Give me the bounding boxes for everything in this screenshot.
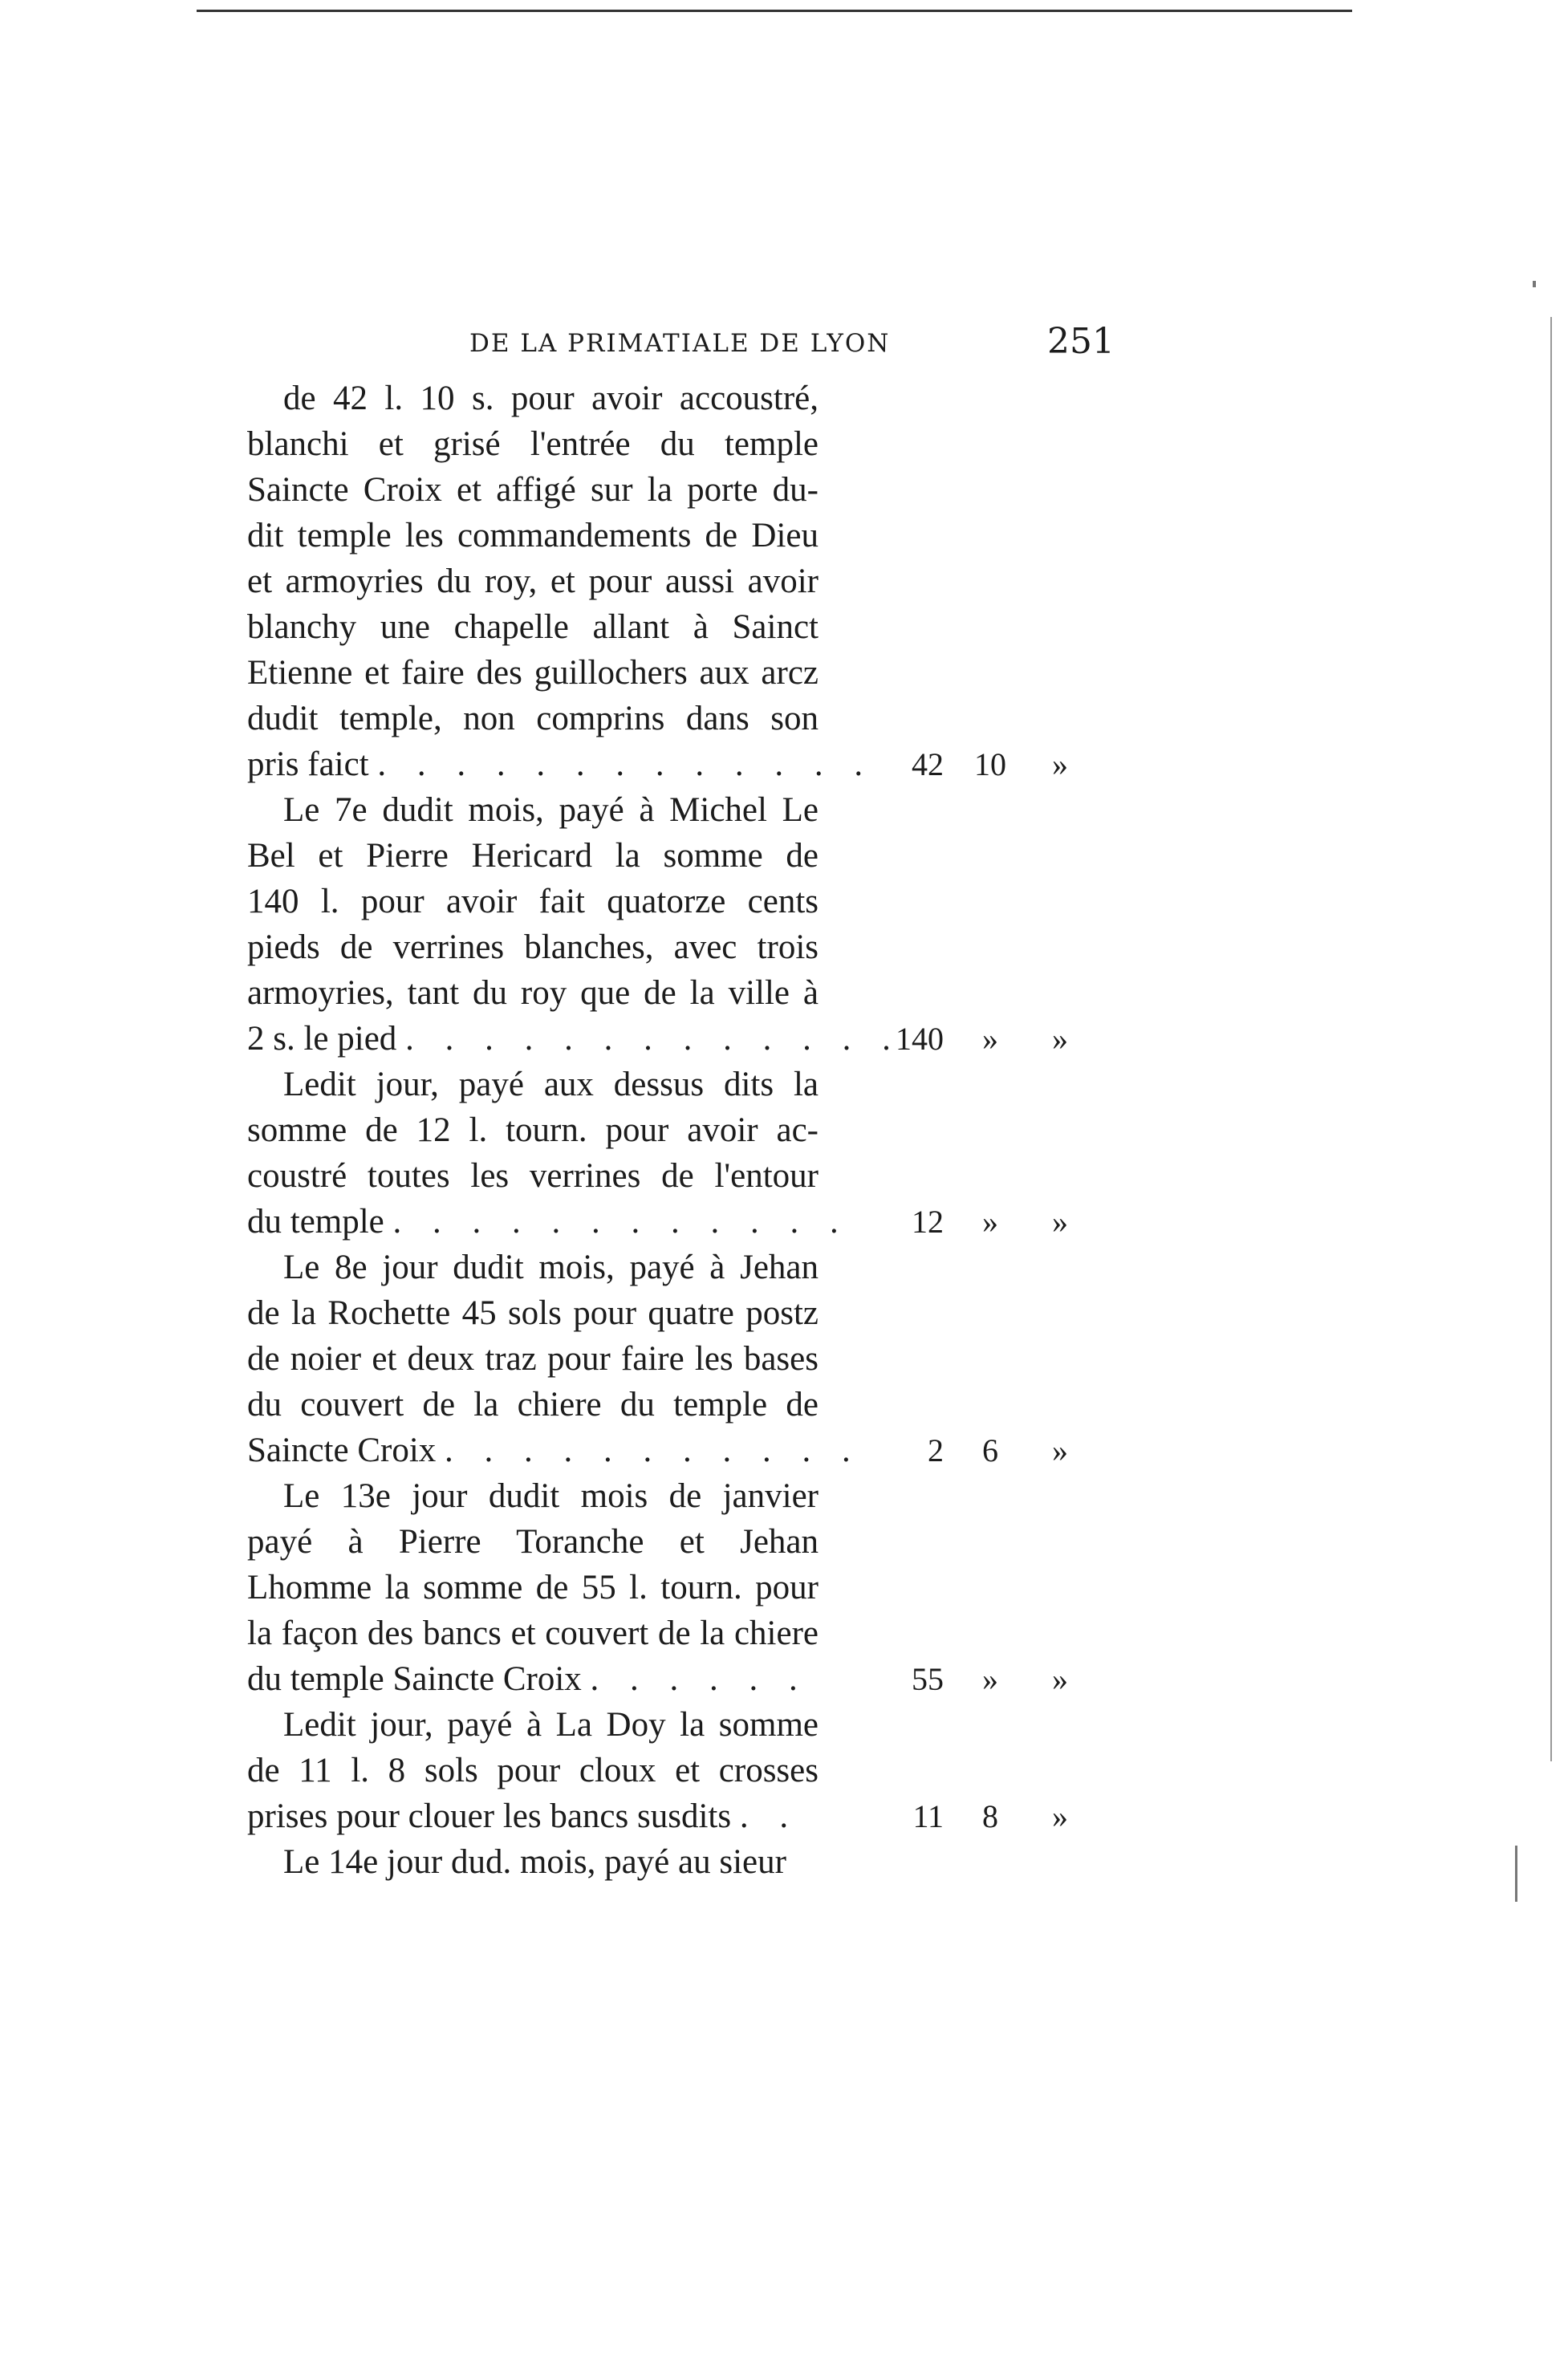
entry-total-line	[247, 1016, 1098, 1062]
entry-line: Le 14e jour dud. mois, payé au sieur	[283, 1843, 786, 1881]
amount-sols: »	[982, 1021, 998, 1057]
entry-line: Etienne et faire des guillochers aux arcz	[247, 654, 819, 692]
account-entry	[247, 1473, 1098, 1702]
entry-line: de 42 l. 10 s. pour avoir accoustré,	[283, 380, 819, 417]
amount-sols: 8	[982, 1798, 998, 1834]
edge-mark	[1533, 281, 1536, 287]
entry-line: Le 8e jour dudit mois, payé à Jehan	[283, 1249, 819, 1286]
edge-mark	[1550, 317, 1552, 1761]
entry-total-line	[247, 1199, 1098, 1245]
entry-total-text	[247, 1793, 819, 1839]
amount	[819, 1199, 1098, 1245]
amount-deniers: »	[1052, 1204, 1068, 1240]
entry-total-text	[247, 1016, 902, 1062]
entry-line: armoyries, tant du roy que de la ville à	[247, 974, 819, 1012]
amount-sols: »	[982, 1204, 998, 1240]
entry-line: de noier et deux traz pour faire les bases	[247, 1340, 819, 1378]
account-entry	[247, 1245, 1098, 1473]
entry-line: Ledit jour, payé aux dessus dits la	[283, 1066, 819, 1103]
entry-line: dudit temple, non comprins dans son	[247, 700, 819, 737]
entry-total-line	[247, 1428, 1098, 1473]
amount-sols: 6	[982, 1432, 998, 1468]
amount-livres: 2	[928, 1432, 944, 1468]
entry-line: pieds de verrines blanches, avec trois	[247, 928, 819, 966]
dot-leaders: . . . . . . . . . . . .	[392, 1203, 850, 1241]
entry-line: coustré toutes les verrines de l'entour	[247, 1157, 819, 1195]
amount-deniers: »	[1052, 1798, 1068, 1834]
account-entries	[247, 376, 1098, 1885]
account-entry	[247, 1839, 1098, 1885]
amount	[819, 741, 1098, 787]
entry-total-text	[247, 1656, 819, 1702]
amount	[819, 1428, 1098, 1473]
entry-line: Le 13e jour dudit mois de janvier	[283, 1477, 819, 1515]
dot-leaders: . .	[739, 1797, 800, 1835]
amount	[819, 1016, 1098, 1062]
edge-mark	[1515, 1846, 1517, 1902]
amount-livres: 11	[912, 1798, 944, 1834]
entry-line: Saincte Croix et affigé sur la porte du-	[247, 471, 819, 509]
entry-line: Lhomme la somme de 55 l. tourn. pour	[247, 1569, 819, 1606]
entry-line: blanchi et grisé l'entrée du temple	[247, 425, 819, 463]
entry-line: payé à Pierre Toranche et Jehan	[247, 1523, 819, 1561]
amount-deniers: »	[1052, 1021, 1068, 1057]
amount-sols: 10	[974, 746, 1006, 782]
dot-leaders: . . . . . . . . . . . . .	[377, 745, 875, 783]
entry-total-line	[247, 1656, 1098, 1702]
entry-final-text: du temple	[247, 1203, 384, 1241]
amount-sols: »	[982, 1661, 998, 1697]
running-head: DE LA PRIMATIALE DE LYON	[469, 329, 891, 358]
entry-total-text	[247, 1428, 862, 1473]
amount-deniers: »	[1052, 1432, 1068, 1468]
entry-final-text: prises pour clouer les bancs susdits	[247, 1797, 732, 1835]
entry-line: Le 7e dudit mois, payé à Michel Le	[283, 791, 819, 829]
entry-total-line	[247, 741, 1098, 787]
entry-line: somme de 12 l. tourn. pour avoir ac-	[247, 1111, 819, 1149]
top-rule	[197, 10, 1352, 12]
amount-livres: 140	[896, 1021, 944, 1057]
entry-line: Ledit jour, payé à La Doy la somme	[283, 1706, 819, 1744]
page-number: 251	[1047, 321, 1115, 362]
amount-livres: 55	[912, 1661, 944, 1697]
account-entry	[247, 1702, 1098, 1839]
dot-leaders: . . . . . .	[590, 1660, 809, 1698]
entry-total-line	[247, 1793, 1098, 1839]
entry-line: la façon des bancs et couvert de la chiere	[247, 1614, 819, 1652]
account-entry	[247, 1062, 1098, 1245]
dot-leaders: . . . . . . . . . . .	[445, 1432, 862, 1469]
entry-final-text: du temple Saincte Croix	[247, 1660, 582, 1698]
amount-deniers: »	[1052, 1661, 1068, 1697]
amount	[819, 1793, 1098, 1839]
entry-final-text: Saincte Croix	[247, 1432, 437, 1469]
entry-line: dit temple les commandements de Dieu	[247, 517, 819, 554]
amount-livres: 42	[912, 746, 944, 782]
account-entry	[247, 787, 1098, 1062]
entry-line: de la Rochette 45 sols pour quatre postz	[247, 1294, 819, 1332]
entry-final-text: 2 s. le pied	[247, 1020, 397, 1058]
entry-line: blanchy une chapelle allant à Sainct	[247, 608, 819, 646]
amount-deniers: »	[1052, 746, 1068, 782]
entry-final-text: pris faict	[247, 745, 369, 783]
dot-leaders: . . . . . . . . . . . . .	[405, 1020, 902, 1058]
amount	[819, 1656, 1098, 1702]
entry-line: et armoyries du roy, et pour aussi avoir	[247, 563, 819, 600]
entry-line: 140 l. pour avoir fait quatorze cents	[247, 883, 819, 920]
entry-total-text	[247, 741, 875, 787]
entry-total-text	[247, 1199, 850, 1245]
entry-line: de 11 l. 8 sols pour cloux et crosses	[247, 1752, 819, 1789]
entry-line: Bel et Pierre Hericard la somme de	[247, 837, 819, 875]
entry-line: du couvert de la chiere du temple de	[247, 1386, 819, 1424]
account-entry	[247, 376, 1098, 787]
amount-livres: 12	[912, 1204, 944, 1240]
